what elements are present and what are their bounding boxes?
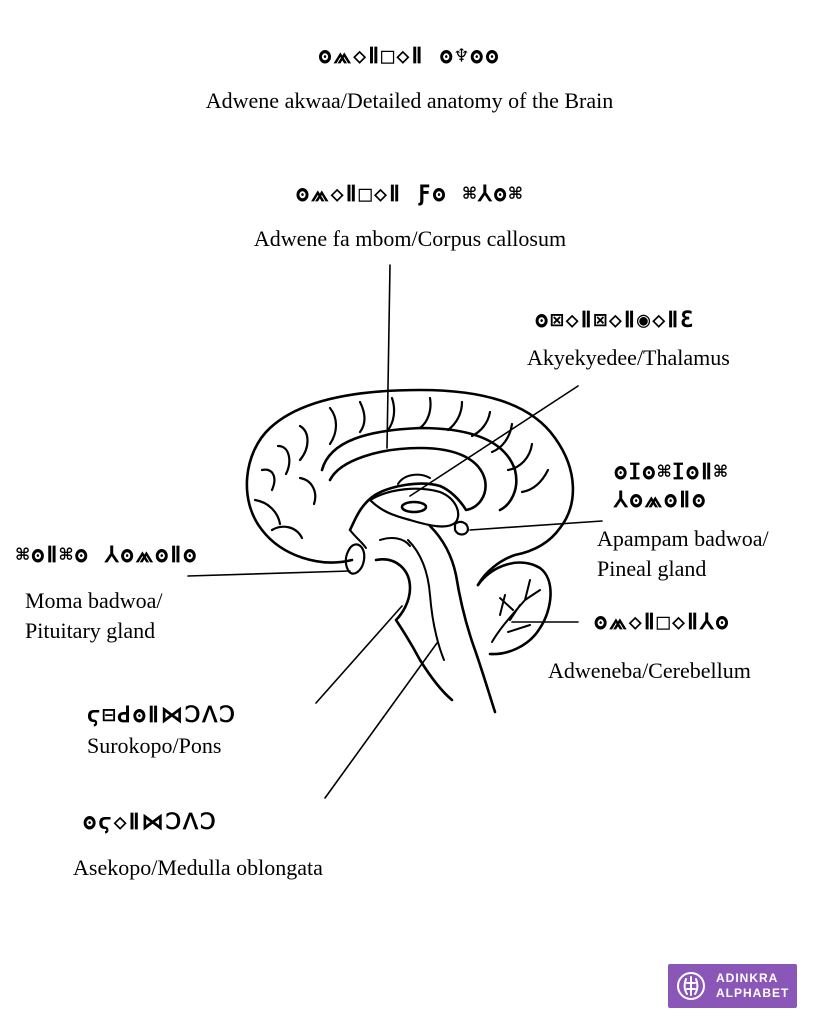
brainstem-front [376, 559, 452, 700]
pituitary-gland-label-line1: Moma badwoa/ [25, 588, 163, 613]
thalamus-label: Akyekyedee/Thalamus [527, 345, 730, 370]
thalamus-region [370, 489, 458, 527]
leader-thalamus [410, 386, 578, 496]
medulla-label: Asekopo/Medulla oblongata [73, 855, 323, 880]
leader-pons [316, 606, 402, 703]
pineal-gland-label-line1: Apampam badwoa/ [597, 526, 769, 551]
cerebellum-outline [478, 563, 551, 654]
logo-line1: ADINKRA [716, 971, 779, 985]
pineal-gland-label-line2: Pineal gland [597, 556, 707, 581]
leader-pituitary [188, 571, 350, 576]
cerebellum-label: Adweneba/Cerebellum [548, 658, 751, 683]
pineal-gland-script-line1: ʘⵊʘ⌘ⵊʘⅡ⌘ [614, 460, 730, 485]
leader-pineal [470, 521, 602, 530]
brainstem-back [430, 526, 495, 712]
title-text: Adwene akwaa/Detailed anatomy of the Brain [205, 88, 614, 113]
corpus-callosum-label: Adwene fa mbom/Corpus callosum [253, 226, 567, 251]
thalamus-shape [402, 502, 426, 512]
adinkra-alphabet-logo [668, 964, 797, 1008]
cerebrum-outline [247, 390, 573, 585]
adinkra-symbol-icon [676, 971, 706, 1001]
corpus-callosum-script: ʘ⩕◇Ⅱ□◇Ⅱ Ƒʘ ⌘⅄ʘ⌘ [295, 182, 525, 207]
thalamus-script: ʘ⊠◇Ⅱ⊠◇Ⅱ◉◇ⅡƐ [535, 308, 696, 333]
leader-medulla [325, 643, 437, 798]
brainstem-inner [408, 540, 444, 660]
pineal-gland-script-line2: ⅄ʘ⩕ʘⅡʘ [614, 488, 708, 513]
title-script: ʘ⩕◇Ⅱ□◇Ⅱ ʘ♆ʘʘ [318, 44, 501, 69]
cerebellum-arbor [492, 580, 540, 642]
pineal-gland-shape [455, 522, 468, 535]
leader-corpus-callosum [387, 265, 390, 448]
pons-script: ϛ⊟ꓒʘⅡ⋈ꓛꓥꓛ [87, 703, 237, 728]
cerebellum-script: ʘ⩕◇Ⅱ□◇Ⅱ⅄ʘ [594, 610, 731, 635]
pons-label: Surokopo/Pons [87, 733, 222, 758]
pituitary-gland-label-line2: Pituitary gland [25, 618, 156, 643]
cingulate-arc [322, 428, 516, 510]
midbrain [380, 538, 410, 546]
medulla-script: ʘϛ◇Ⅱ⋈ꓛꓥꓛ [83, 810, 218, 835]
logo-line2: ALPHABET [716, 986, 790, 1000]
pituitary-gland-script: ⌘ʘⅡ⌘ʘ ⅄ʘ⩕ʘⅡʘ [16, 543, 199, 568]
pituitary-gland-shape [346, 544, 364, 573]
